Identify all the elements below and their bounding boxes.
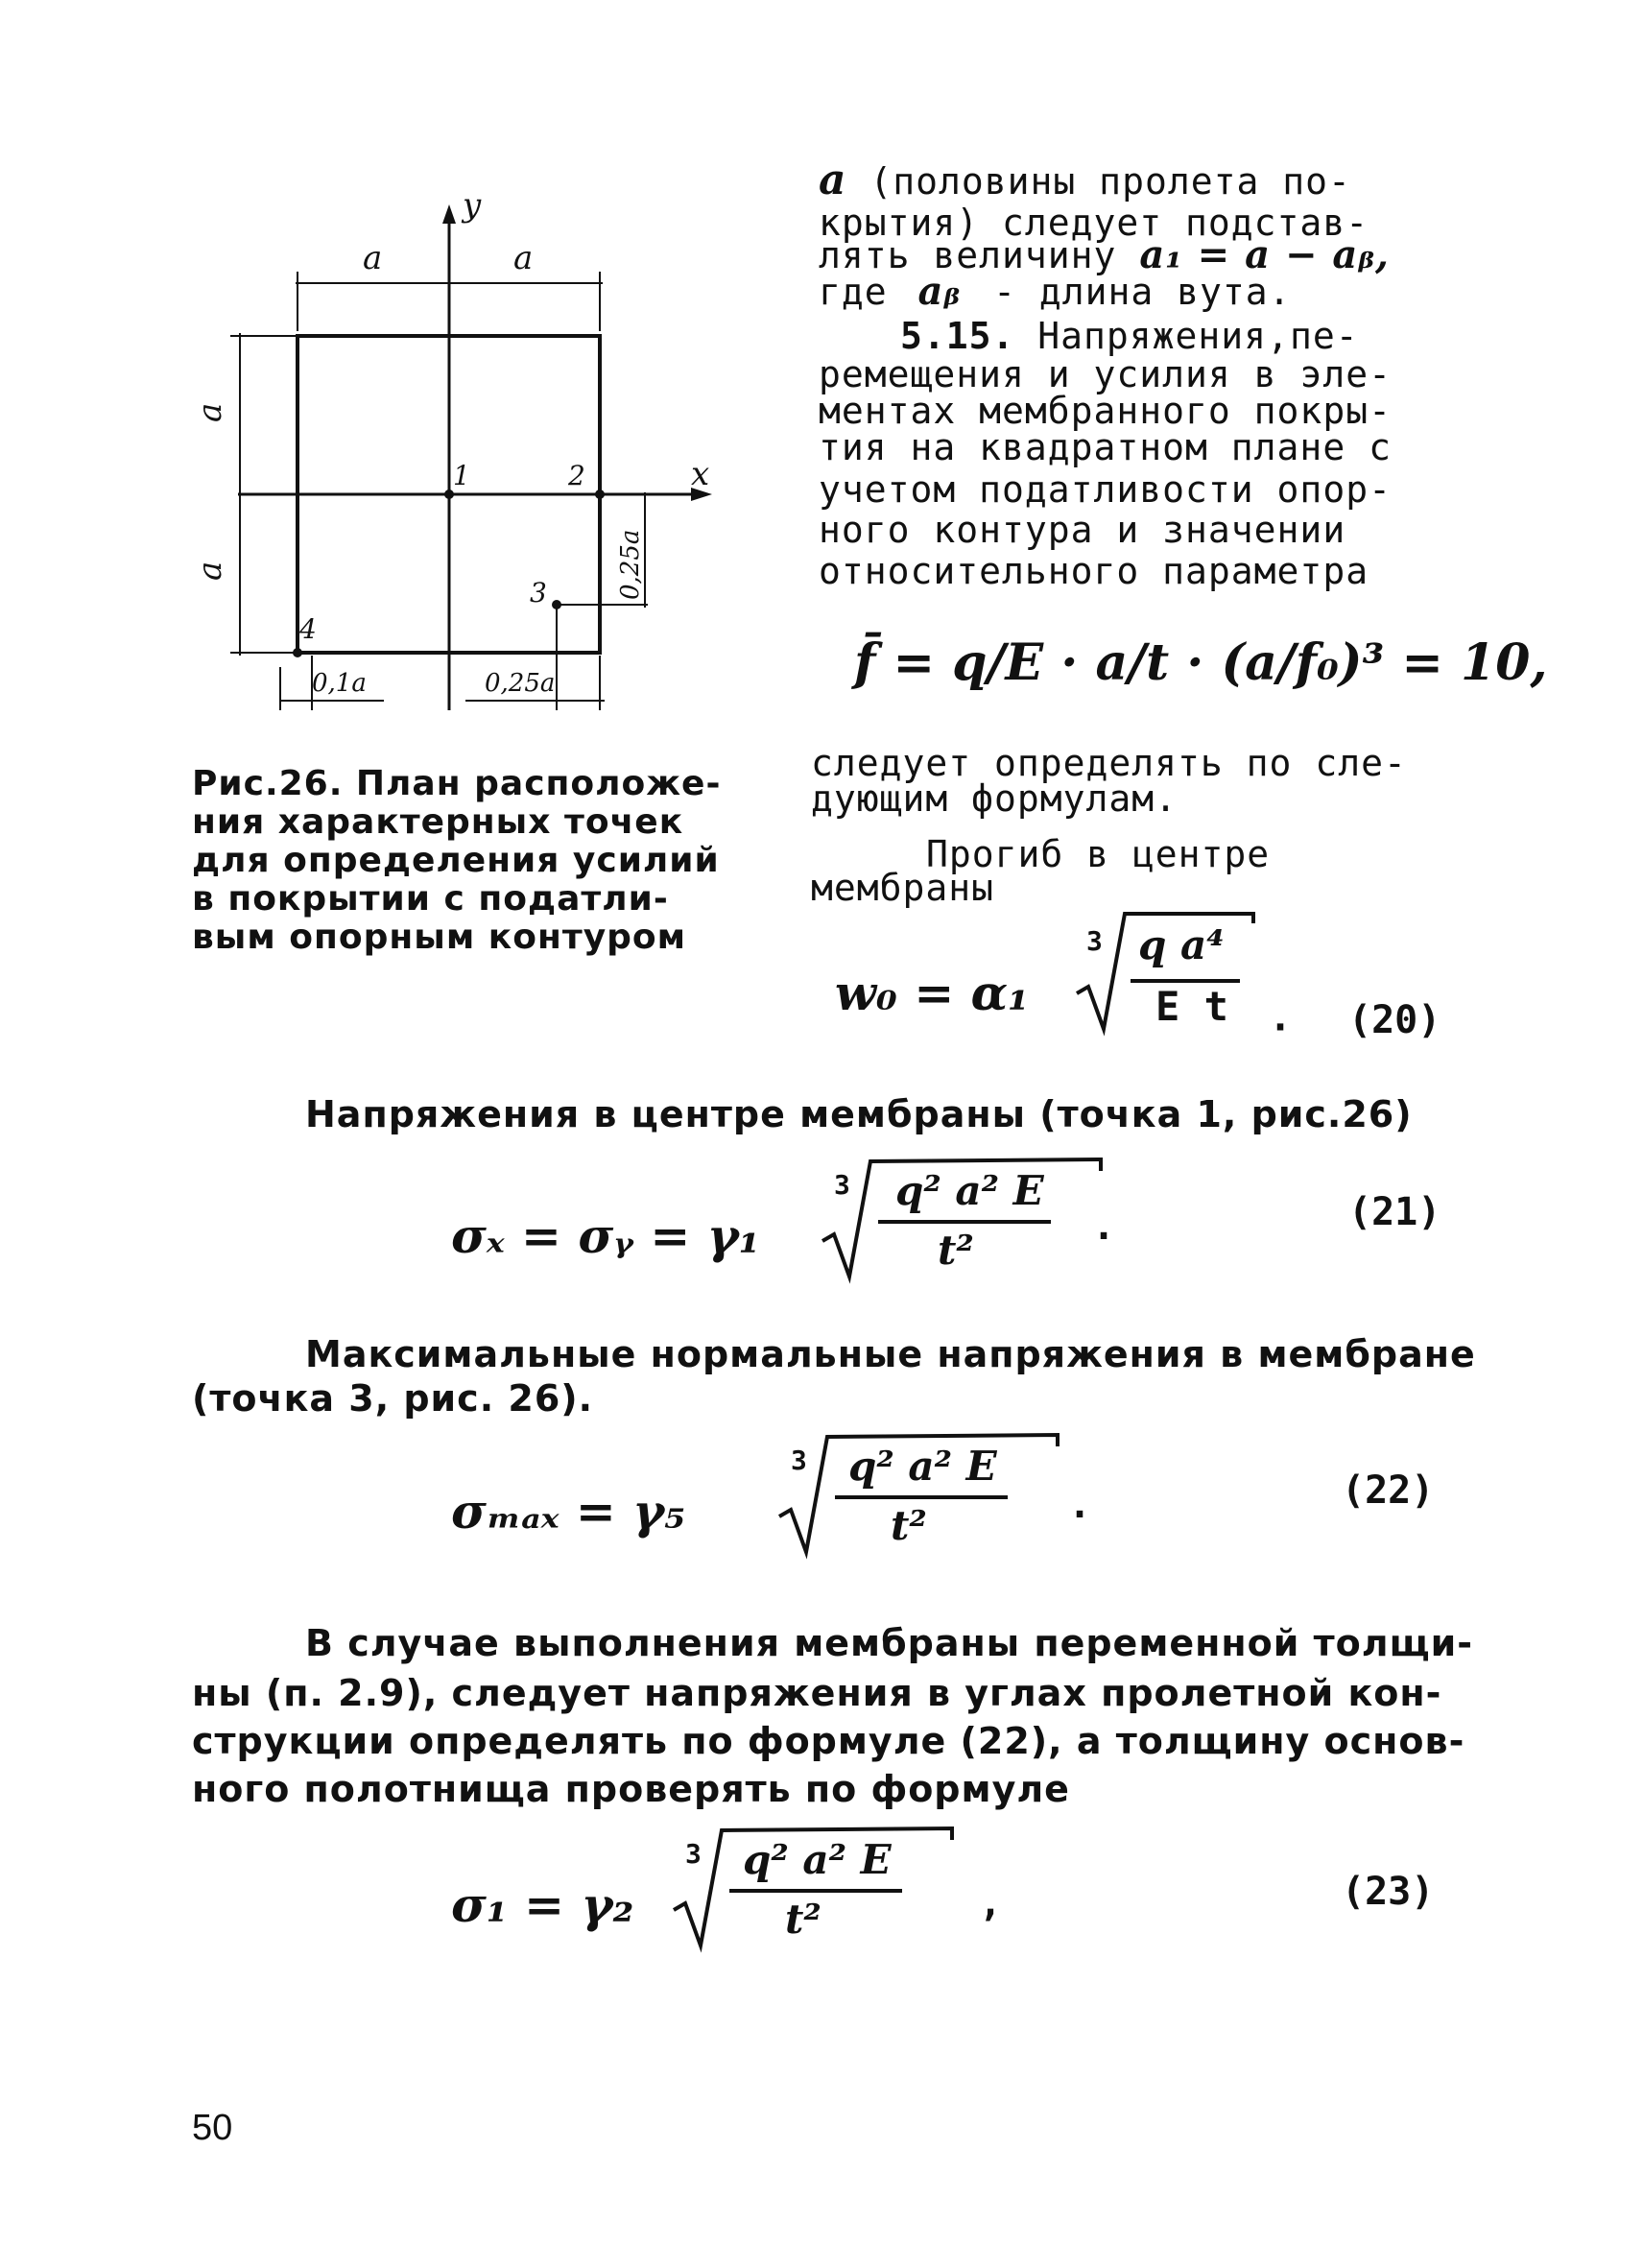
point-2-marker [595,489,605,499]
eq22-number: (22) [1342,1468,1435,1513]
eq20-radical [1075,902,1257,1037]
page: y x a a a a 1 2 3 4 0,25a 0,1a 0,25a a (половины пролета по- крытия) следует подстав- лять величину a₁ = a − aᵦ, где aᵦ - длина вута. 5.15. Напряжения,пе- ремещения и усилия в эле- ментах мембранного покры- тия на квадратном плане с учетом податливости опор- ного контура и значении относительного параметра f̄ = q/E · a/t · (a/f₀)³ = 10, следует определять по сле- дующим формулам. Прогиб в центре мембраны w₀ = α₁ 3 q a⁴ E t · (20) Рис.26. План расположе- ния характерных точек для определения усилий в покрытии с податли- вым опорным контуром Напряжения в центре мембраны (точка 1, рис.26) σₓ = σᵧ = γ₁ 3 q² a² E t² . (21) Максимальные нормальные напряжения в мембране (точка 3, рис. 26). σₘₐₓ = γ₅ 3 q² a² E t² . (22) В случае выполнения мембраны переменной толщи- ны (п. 2.9), следует напряжения в углах пролетной кон- струкции определять по формуле (22), а толщину основ- ного полотнища проверять по формуле σ₁ = γ₂ 3 q² a² E t² , (23) 50 [0,0,1643,2268]
paragraph-max-stress-line-2: (точка 3, рис. 26). [192,1377,594,1420]
page-number: 50 [192,2108,233,2148]
eq22-denominator: t² [891,1502,927,1549]
eq23-root-index: 3 [685,1838,702,1870]
caption-line-4: в покрытии с податли- [192,879,669,919]
eq20-denominator: E t [1155,983,1228,1030]
caption-line-1: Рис.26. План расположе- [192,764,722,803]
dim-025a-vertical: 0,25a [616,529,645,600]
caption-line-3: для определения усилий [192,841,720,880]
section-line-6: ного контура и значении [819,509,1346,551]
dim-025a-bottom: 0,25a [485,669,556,698]
paragraph-variable-thickness-line-1: В случае выполнения мембраны переменной толщи- [305,1622,1473,1664]
right-column-line-1: a (половины пролета по- [819,155,1351,204]
right-column-line-2: крытия) следует подстав- [819,202,1369,244]
eq20-number: (20) [1348,998,1441,1042]
eq23-radical [672,1819,960,1953]
label-a-left-lower: a [191,561,229,581]
label-a-left-upper: a [191,402,229,422]
deflection-line-1: Прогиб в центре [926,833,1271,875]
section-line-5: учетом податливости опор- [819,468,1392,511]
eq23-number: (23) [1342,1870,1435,1914]
point-4-marker [293,648,302,657]
eq22-radical [777,1425,1065,1560]
paragraph-variable-thickness-line-4: ного полотнища проверять по формуле [192,1768,1070,1810]
right-column-line-4: где aᵦ - длина вута. [819,269,1292,314]
var-a: a [819,155,847,204]
dim-01a: 0,1a [312,669,367,698]
label-point-2: 2 [568,460,585,491]
eq23-numerator: q² a² E [743,1836,892,1883]
section-line-7: относительного параметра [819,550,1369,592]
section-line-2: ремещения и усилия в эле- [819,353,1392,395]
eq20-numerator: q a⁴ [1138,921,1225,968]
label-a-top-left: a [363,239,383,277]
eq21-root-index: 3 [834,1169,850,1201]
section-line-3: ментах мембранного покры- [819,390,1392,432]
after-param-line-2: дующим формулам. [811,777,1179,820]
paragraph-variable-thickness-line-3: струкции определять по формуле (22), а толщину основ- [192,1720,1465,1762]
eq23-lhs: σ₁ = γ₂ [451,1876,634,1933]
label-point-3: 3 [530,577,547,609]
label-a-top-right: a [513,239,534,277]
eq22-root-index: 3 [791,1444,807,1476]
var-ab: aᵦ [917,269,962,314]
caption-line-2: ния характерных точек [192,802,684,842]
eq23-denominator: t² [785,1896,822,1943]
eq21-number: (21) [1348,1190,1441,1234]
section-number: 5.15. [900,315,1015,357]
deflection-line-2: мембраны [811,867,995,909]
section-line-4: тия на квадратном плане с [819,426,1392,468]
param-formula: f̄ = q/E · a/t · (a/f₀)³ = 10, [854,633,1548,692]
eq21-numerator: q² a² E [895,1167,1044,1214]
label-x: x [691,455,710,493]
after-param-line-1: следует определять по сле- [811,742,1407,784]
section-5-15-heading: 5.15. Напряжения,пе- [900,315,1359,357]
eq21-denominator: t² [938,1227,974,1274]
y-axis-arrow-icon [442,204,456,224]
paragraph-center-stress: Напряжения в центре мембраны (точка 1, рис.26) [305,1093,1413,1135]
paragraph-variable-thickness-line-2: ны (п. 2.9), следует напряжения в углах пролетной кон- [192,1672,1442,1714]
point-3-marker [552,600,561,609]
eq22-lhs: σₘₐₓ = γ₅ [451,1483,686,1540]
eq21-radical [821,1150,1108,1284]
eq21-lhs: σₓ = σᵧ = γ₁ [451,1207,760,1264]
label-y: y [463,186,482,225]
paragraph-max-stress-line-1: Максимальные нормальные напряжения в мембране [305,1333,1476,1375]
right-column-line-3: лять величину a₁ = a − aᵦ, [819,232,1390,277]
label-point-1: 1 [453,460,470,491]
figure-26-plan [191,186,749,725]
eq22-numerator: q² a² E [848,1443,997,1490]
caption-line-5: вым опорным контуром [192,918,687,957]
formula-a1: a₁ = a − aᵦ, [1139,232,1390,277]
eq20-lhs: w₀ = α₁ [835,965,1030,1021]
eq20-root-index: 3 [1086,925,1103,957]
label-point-4: 4 [299,613,317,645]
